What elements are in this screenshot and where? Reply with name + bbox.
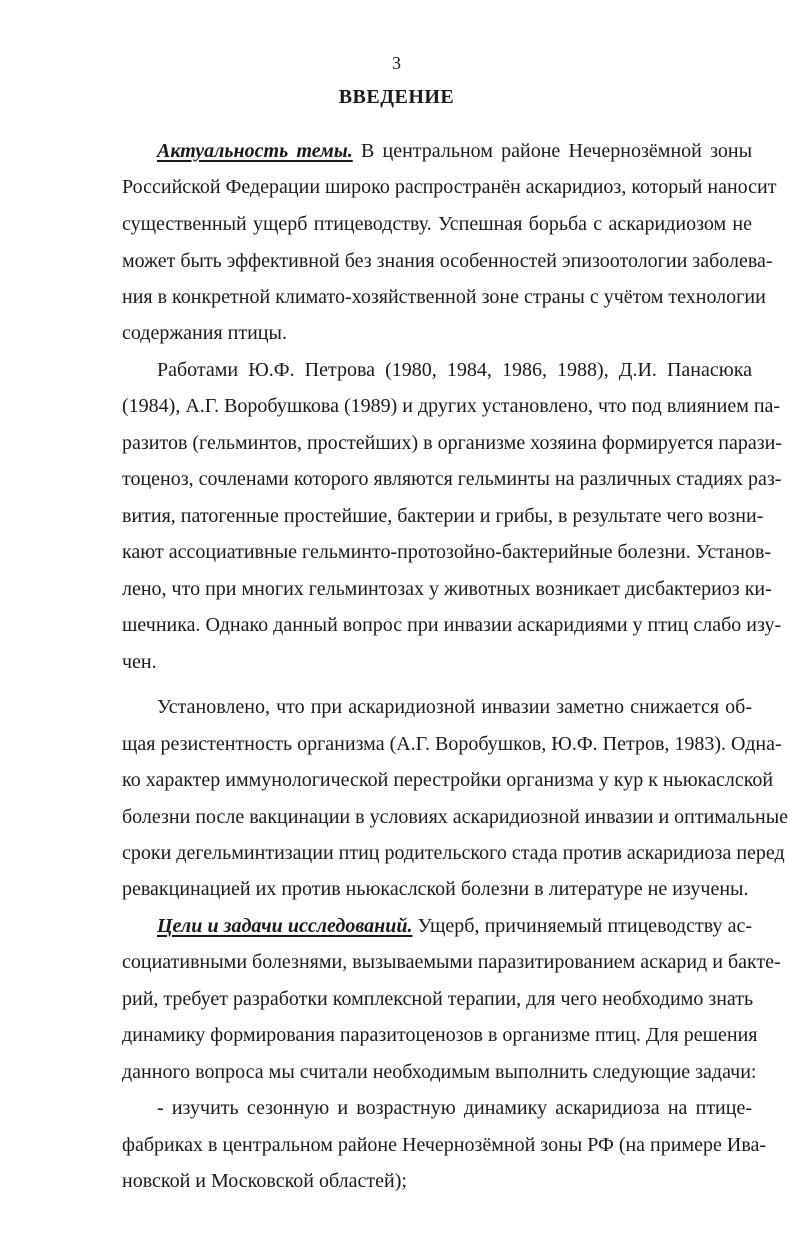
text-line: рий, требует разработки комплексной терапии, для чего необходимо знать	[122, 988, 754, 1010]
text-line: Актуальность темы. В центральном районе Нечернозёмной зоны	[157, 140, 753, 162]
text-line: тоценоз, сочленами которого являются гельминты на различных стадиях раз-	[122, 468, 782, 490]
text-line: может быть эффективной без знания особенностей эпизоотологии заболева-	[122, 250, 773, 272]
text-line: (1984), А.Г. Воробушкова (1989) и других установлено, что под влиянием па-	[122, 395, 781, 417]
page-number: 3	[392, 53, 401, 73]
text-line: данного вопроса мы считали необходимым выполнить следующие задачи:	[122, 1061, 757, 1083]
text-line: существенный ущерб птицеводству. Успешная борьба с аскаридиозом не	[122, 213, 752, 235]
text-line: содержания птицы.	[122, 322, 287, 344]
text-line: болезни после вакцинации в условиях аскаридиозной инвазии и оптимальные	[122, 806, 789, 828]
text-line: Российской Федерации широко распространён аскаридиоз, который наносит	[122, 176, 777, 198]
list-item-line: фабриках в центральном районе Нечернозёмной зоны РФ (на примере Ива-	[122, 1134, 767, 1156]
text-line: ния в конкретной климато-хозяйственной зоне страны с учётом технологии	[122, 286, 766, 308]
text-line: динамику формирования паразитоценозов в организме птиц. Для решения	[122, 1024, 758, 1046]
text-line: щая резистентность организма (А.Г. Воробушков, Ю.Ф. Петров, 1983). Одна-	[122, 733, 782, 755]
section-heading: ВВЕДЕНИЕ	[338, 86, 455, 108]
text-line: разитов (гельминтов, простейших) в организме хозяина формируется парази-	[122, 432, 782, 454]
list-item-line: новской и Московской областей);	[122, 1170, 407, 1192]
text-line: кают ассоциативные гельминто-протозойно-бактерийные болезни. Установ-	[122, 541, 772, 563]
text-line: сроки дегельминтизации птиц родительского стада против аскаридиоза перед	[122, 842, 785, 864]
goals-lead: Цели и задачи исследований.	[157, 915, 413, 937]
text-line: ко характер иммунологической перестройки организма у кур к ньюкаслской	[122, 769, 774, 791]
text-line: социативными болезнями, вызываемыми паразитированием аскарид и бакте-	[122, 951, 781, 973]
text-line: лено, что при многих гельминтозах у животных возникает дисбактериоз ки-	[122, 578, 772, 600]
text-line: Работами Ю.Ф. Петрова (1980, 1984, 1986, 1988), Д.И. Панасюка	[157, 359, 752, 381]
list-item-line: - изучить сезонную и возрастную динамику аскаридиоза на птице-	[157, 1097, 752, 1119]
relevance-lead: Актуальность темы.	[157, 140, 353, 162]
text-line: ревакцинацией их против ньюкаслской болезни в литературе не изучены.	[122, 878, 749, 900]
text-line: Установлено, что при аскаридиозной инвазии заметно снижается об-	[157, 696, 752, 718]
text-line: вития, патогенные простейшие, бактерии и грибы, в результате чего возни-	[122, 505, 764, 527]
text-line: чен.	[122, 651, 157, 673]
text-line: шечника. Однако данный вопрос при инвазии аскаридиями у птиц слабо изу-	[122, 614, 782, 636]
text-line: Цели и задачи исследований. Ущерб, причиняемый птицеводству ас-	[157, 915, 752, 937]
